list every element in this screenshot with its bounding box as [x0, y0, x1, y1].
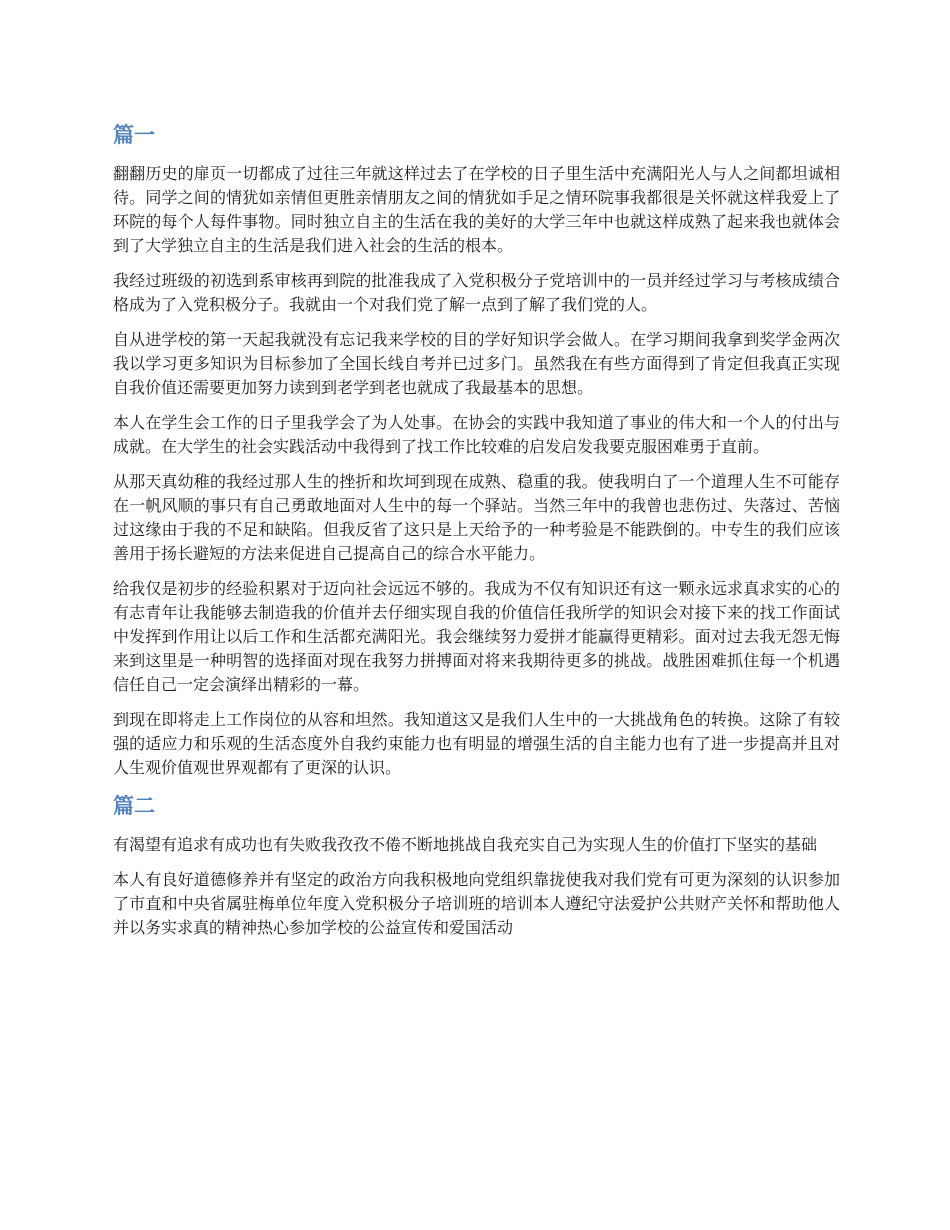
section-heading: 篇二: [113, 794, 155, 818]
paragraph: 从那天真幼稚的我经过那人生的挫折和坎坷到现在成熟、稳重的我。使我明白了一个道理人生不可能存在一帆风顺的事只有自己勇敢地面对人生中的每一个驿站。当然三年中的我曾也悲伤过、失落过、苦恼过这缘由于我的不足和缺陷。但我反省了这只是上天给予的一种考验是不能跌倒的。中专生的我们应该善用于扬长避短的方法来促进自己提高自己的综合水平能力。: [113, 472, 840, 563]
paragraph: 有渴望有追求有成功也有失败我孜孜不倦不断地挑战自我充实自己为实现人生的价值打下坚实的基础: [113, 835, 818, 854]
section-2: [113, 791, 840, 940]
section-heading: 篇一: [113, 123, 155, 147]
paragraph: 我经过班级的初选到系审核再到院的批准我成了入党积极分子党培训中的一员并经过学习与考核成绩合格成为了入党积极分子。我就由一个对我们党了解一点到了解了我们党的人。: [113, 271, 840, 314]
paragraph: 到现在即将走上工作岗位的从容和坦然。我知道这又是我们人生中的一大挑战角色的转换。这除了有较强的适应力和乐观的生活态度外自我约束能力也有明显的增强生活的自主能力也有了进一步提高并且对人生观价值观世界观都有了更深的认识。: [113, 710, 840, 777]
paragraph: 本人有良好道德修养并有坚定的政治方向我积极地向党组织靠拢使我对我们党有可更为深刻的认识参加了市直和中央省属驻梅单位年度入党积极分子培训班的培训本人遵纪守法爱护公共财产关怀和帮助他人并以务实求真的精神热心参加学校的公益宣传和爱国活动: [113, 870, 840, 937]
paragraph: 翻翻历史的扉页一切都成了过往三年就这样过去了在学校的日子里生活中充满阳光人与人之间都坦诚相待。同学之间的情犹如亲情但更胜亲情朋友之间的情犹如手足之情环院事我都很是关怀就这样我爱上了环院的每个人每件事物。同时独立自主的生活在我的美好的大学三年中也就这样成熟了起来我也就体会到了大学独立自主的生活是我们进入社会的生活的根本。: [113, 164, 840, 255]
paragraph: 本人在学生会工作的日子里我学会了为人处事。在协会的实践中我知道了事业的伟大和一个人的付出与成就。在大学生的社会实践活动中我得到了找工作比较难的启发启发我要克服困难勇于直前。: [113, 413, 840, 456]
paragraph: 自从进学校的第一天起我就没有忘记我来学校的目的学好知识学会做人。在学习期间我拿到奖学金两次我以学习更多知识为目标参加了全国长线自考并已过多门。虽然我在有些方面得到了肯定但我真正实现自我价值还需要更加努力读到到老学到老也就成了我最基本的思想。: [113, 330, 840, 397]
document-page: [113, 120, 840, 951]
section-1: [113, 120, 840, 780]
paragraph: 给我仅是初步的经验积累对于迈向社会远远不够的。我成为不仅有知识还有这一颗永远求真求实的心的有志青年让我能够去制造我的价值并去仔细实现自我的价值信任我所学的知识会对接下来的找工作面试中发挥到作用让以后工作和生活都充满阳光。我会继续努力爱拼才能赢得更精彩。面对过去我无怨无悔来到这里是一种明智的选择面对现在我努力拼搏面对将来我期待更多的挑战。战胜困难抓住每一个机遇信任自己一定会演绎出精彩的一幕。: [113, 579, 840, 694]
